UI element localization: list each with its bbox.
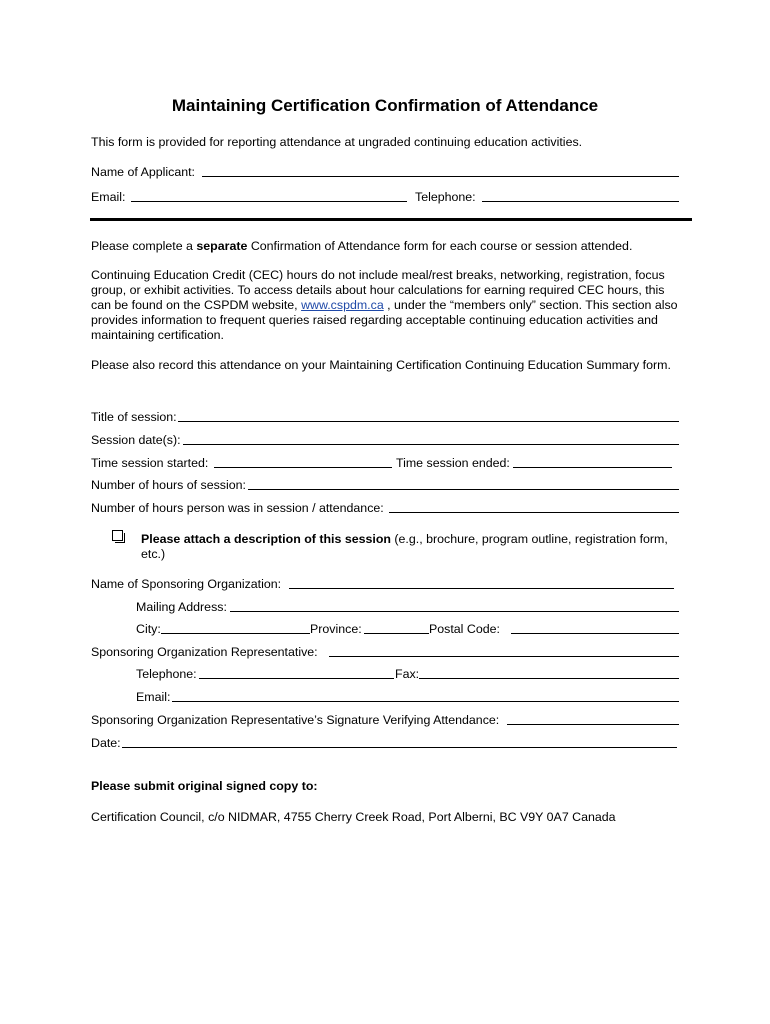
sponsor-org-field[interactable] — [289, 588, 674, 589]
sponsor-email-field[interactable] — [172, 701, 679, 702]
instruction-separate-pre: Please complete a — [91, 239, 197, 253]
instruction-cec — [91, 268, 687, 343]
session-attendance-field[interactable] — [389, 512, 679, 513]
session-started-field[interactable] — [214, 467, 392, 468]
attach-description-bold: Please attach a description of this session — [141, 532, 391, 546]
attach-description-checkbox[interactable] — [112, 530, 123, 541]
sponsor-rep-label: Sponsoring Organization Representative: — [91, 645, 318, 659]
session-started-label: Time session started: — [91, 456, 209, 470]
section-divider — [90, 218, 692, 221]
sponsor-email-label: Email: — [136, 690, 171, 704]
sponsor-org-label: Name of Sponsoring Organization: — [91, 577, 282, 591]
instruction-cec-post: , under the “members only” section. This section also provides information to frequent queries raised regarding acceptable continuing education activities and maintaining certification. — [91, 298, 678, 342]
sponsor-mailing-label: Mailing Address: — [136, 600, 227, 614]
sponsor-postal-field[interactable] — [511, 633, 679, 634]
attach-description-line1 — [141, 532, 668, 547]
sponsor-rep-field[interactable] — [329, 656, 679, 657]
applicant-name-field[interactable] — [202, 176, 679, 177]
sponsor-fax-label: Fax: — [395, 667, 420, 681]
instruction-separate-bold: separate — [196, 239, 248, 253]
session-dates-label: Session date(s): — [91, 433, 181, 447]
date-field[interactable] — [122, 747, 677, 748]
instruction-summary: Please also record this attendance on your Maintaining Certification Continuing Education Summary form. — [91, 358, 671, 372]
sponsor-postal-label: Postal Code: — [429, 622, 500, 636]
attach-description-rest: (e.g., brochure, program outline, registration form, — [390, 532, 668, 546]
sponsor-fax-field[interactable] — [419, 678, 679, 679]
sponsor-signature-field[interactable] — [507, 724, 679, 725]
applicant-name-label: Name of Applicant: — [91, 165, 196, 179]
submit-address: Certification Council, c/o NIDMAR, 4755 Cherry Creek Road, Port Alberni, BC V9Y 0A7 Canada — [91, 810, 616, 824]
sponsor-city-field[interactable] — [161, 633, 310, 634]
sponsor-signature-label: Sponsoring Organization Representative’s Signature Verifying Attendance: — [91, 713, 500, 727]
session-title-field[interactable] — [178, 421, 679, 422]
sponsor-telephone-label: Telephone: — [136, 667, 197, 681]
session-dates-field[interactable] — [183, 444, 679, 445]
session-hours-field[interactable] — [248, 489, 679, 490]
instruction-separate-post: Confirmation of Attendance form for each course or session attended. — [247, 239, 633, 253]
session-hours-label: Number of hours of session: — [91, 478, 246, 492]
session-title-label: Title of session: — [91, 410, 177, 424]
session-ended-label: Time session ended: — [396, 456, 510, 470]
page-title: Maintaining Certification Confirmation of Attendance — [171, 96, 599, 115]
applicant-email-field[interactable] — [131, 201, 407, 202]
sponsor-city-label: City: — [136, 622, 161, 636]
session-ended-field[interactable] — [513, 467, 672, 468]
sponsor-province-label: Province: — [310, 622, 362, 636]
applicant-telephone-field[interactable] — [482, 201, 679, 202]
sponsor-telephone-field[interactable] — [199, 678, 394, 679]
applicant-telephone-label: Telephone: — [415, 190, 476, 204]
submit-heading: Please submit original signed copy to: — [91, 779, 318, 793]
sponsor-province-field[interactable] — [364, 633, 429, 634]
instruction-cec-pre: Continuing Education Credit (CEC) hours do not include meal/rest breaks, networking, registration, focus group, or exhibit activities. To access details about hour calculations for earning required CEC hours, this can be found on the CSPDM website, — [91, 268, 665, 312]
cspdm-website-link[interactable]: www.cspdm.ca — [301, 298, 384, 312]
session-attendance-label: Number of hours person was in session / attendance: — [91, 501, 384, 515]
applicant-email-label: Email: — [91, 190, 126, 204]
date-label: Date: — [91, 736, 121, 750]
instruction-separate — [91, 239, 687, 254]
intro-text: This form is provided for reporting attendance at ungraded continuing education activities. — [91, 135, 583, 149]
attach-description-line2: etc.) — [141, 547, 166, 561]
sponsor-mailing-field[interactable] — [230, 611, 679, 612]
